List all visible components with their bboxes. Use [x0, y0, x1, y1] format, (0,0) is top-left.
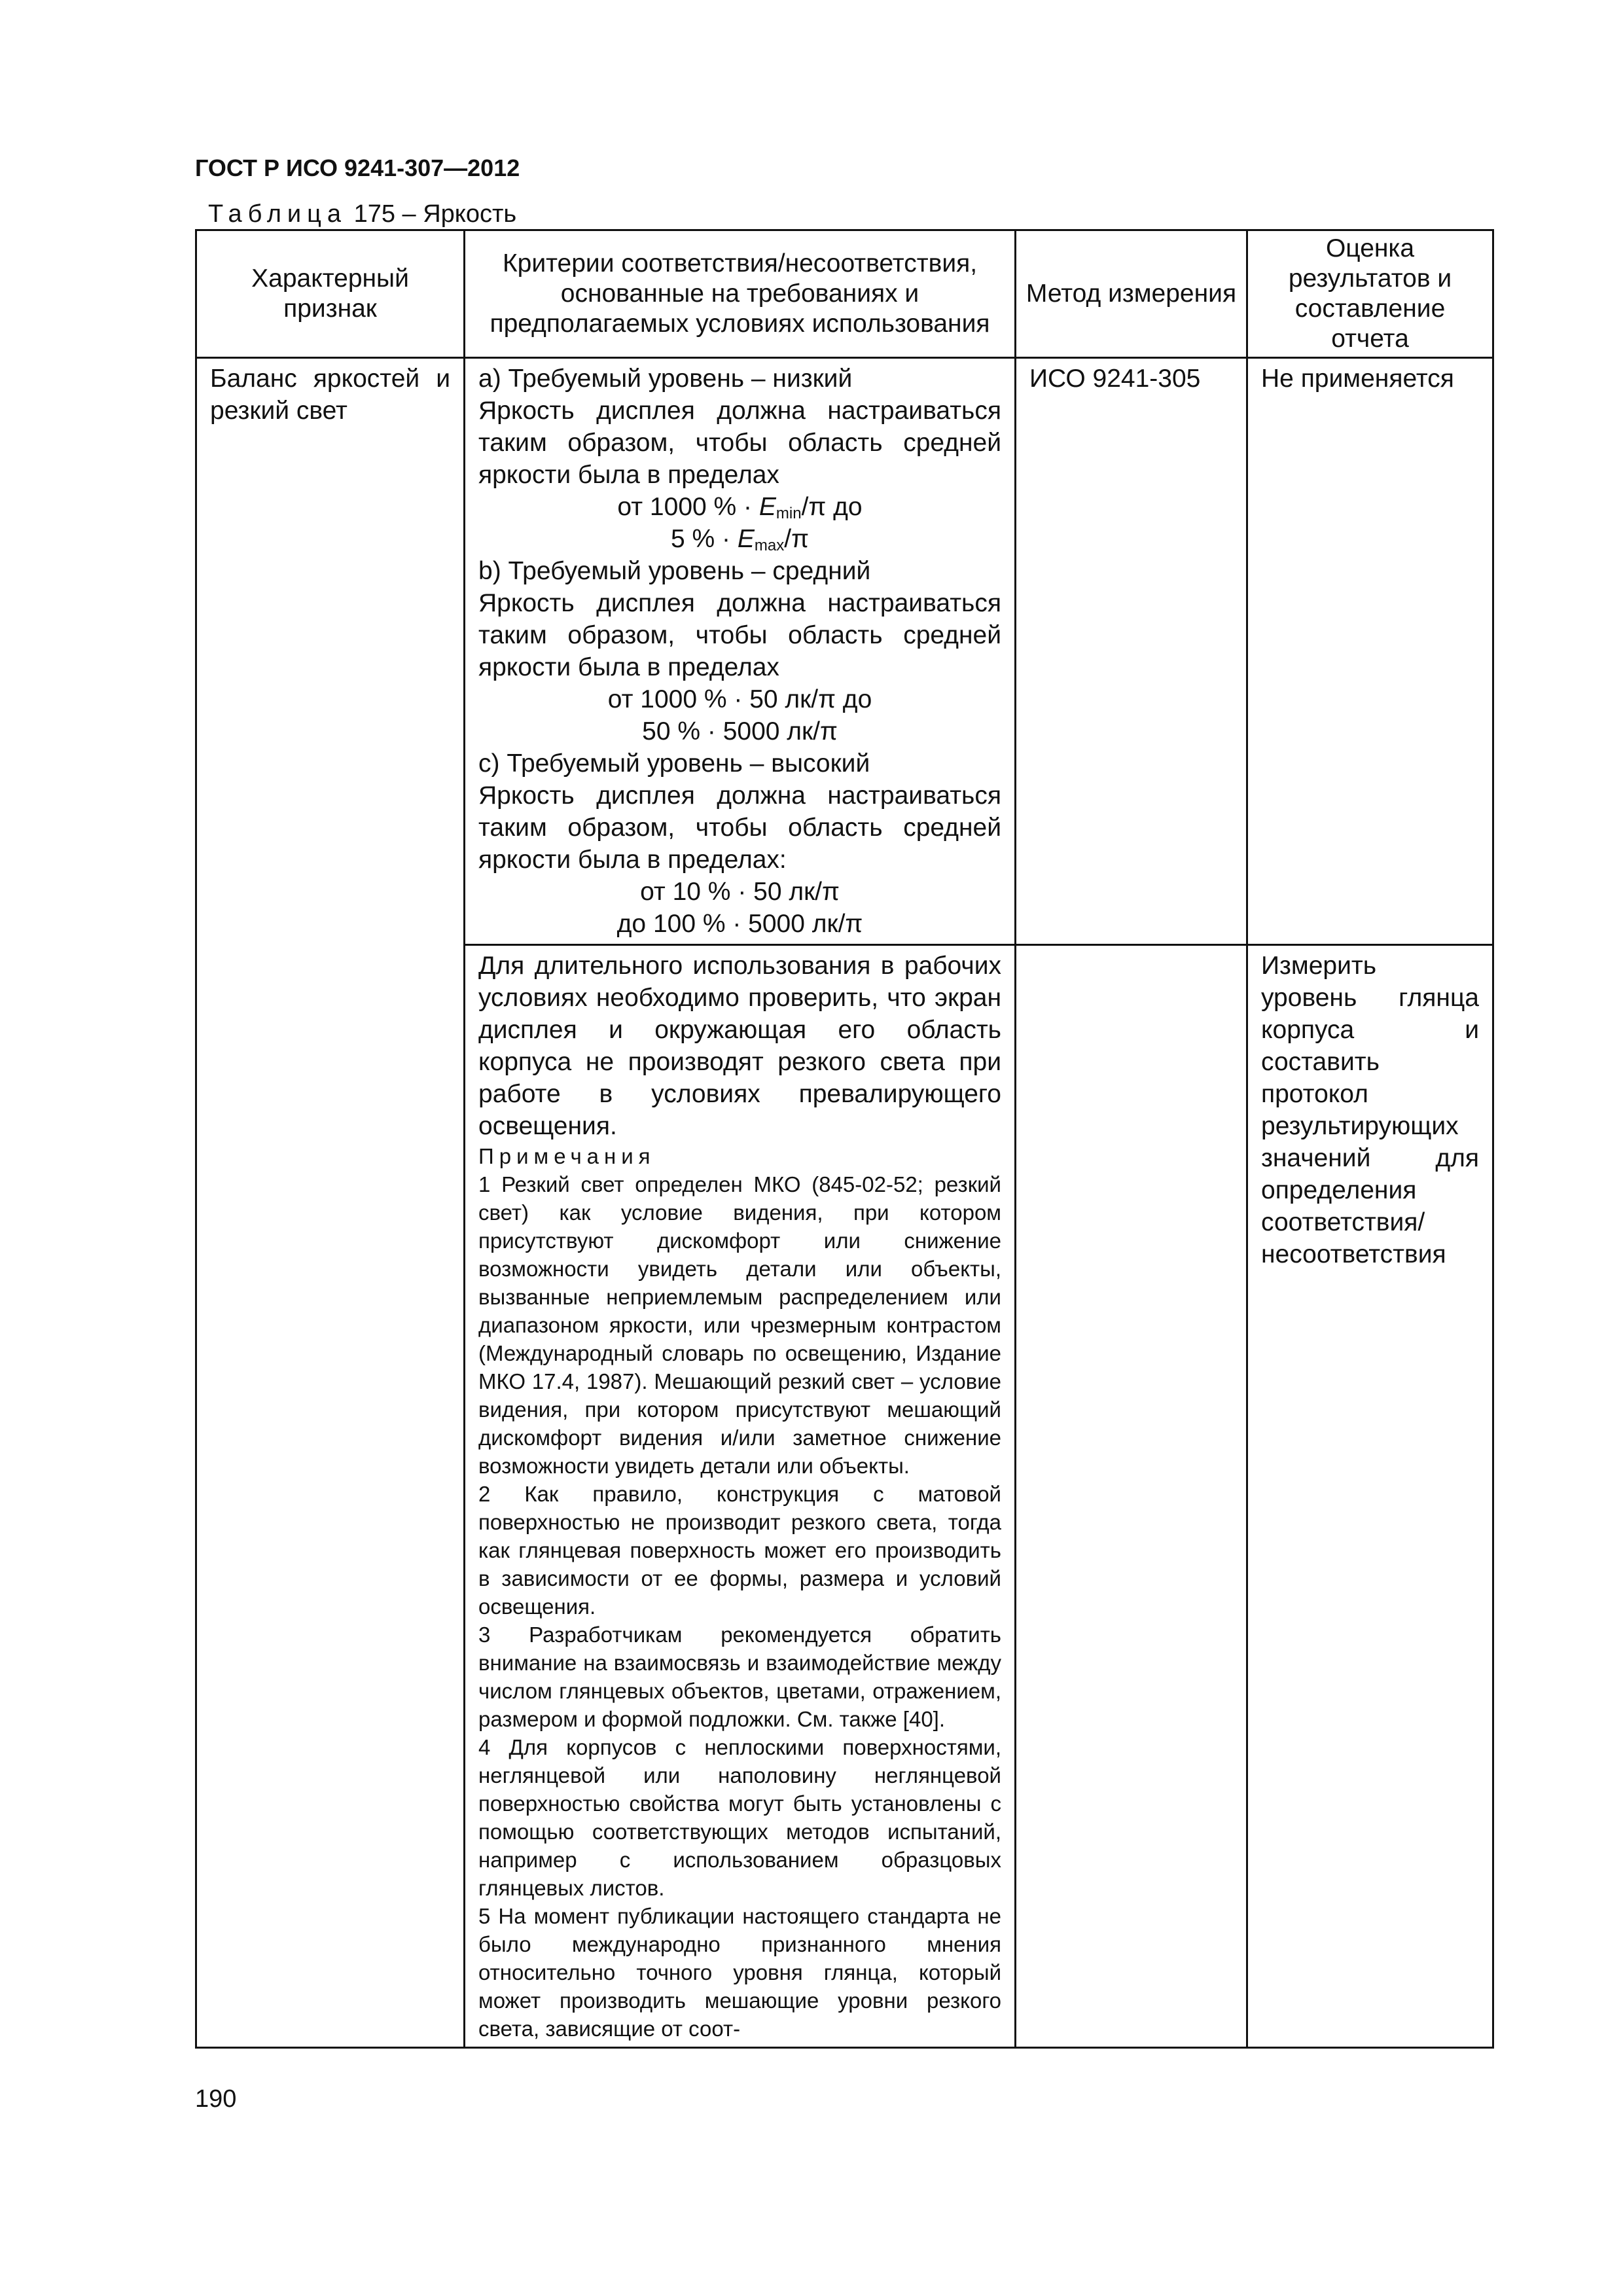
note-5: 5 На момент публикации настоящего стандарта не было международно признанного мнения относительно точного уровня глянца, который может производить мешающие уровни резкого света, зависящие от соот- [478, 1904, 1001, 2041]
assessment-cell: Не применяется [1247, 358, 1493, 945]
note-3: 3 Разработчикам рекомендуется обратить внимание на взаимосвязь и взаимодействие между числом глянцевых объектов, цветами, отражением, размером и формой подложки. См. также [40]. [478, 1623, 1001, 1731]
formula-subscript: min [776, 505, 802, 522]
level-b-title: b) Требуемый уровень – средний [478, 557, 871, 585]
criteria-cell [465, 358, 1016, 945]
table-row [196, 358, 1493, 945]
formula-prefix: 5 % · [671, 525, 738, 553]
formula-suffix: /π до [801, 493, 863, 521]
note-1: 1 Резкий свет определен МКО (845-02-52; резкий свет) как условие видения, при котором присутствуют дискомфорт или снижение возможности увидеть детали или объекты, вызванные неприемлемым распределением или диапазоном яркости, или чрезмерным контрастом (Международный словарь по освещению, Издание МКО 17.4, 1987). Мешающий резкий свет – условие видения, при котором присутствуют мешающий дискомфорт видения и/или заметное снижение возможности увидеть детали или объекты. [478, 1172, 1001, 1478]
level-a-title: a) Требуемый уровень – низкий [478, 365, 853, 393]
column-header-criteria: Критерии соответствия/несоответствия, основанные на требованиях и предполагаемых условиях использования [465, 230, 1016, 358]
method-cell [1016, 945, 1247, 2048]
table-caption-label: Таблица [208, 200, 347, 228]
column-header-method: Метод измерения [1016, 230, 1247, 358]
brightness-table [195, 229, 1494, 2049]
feature-cell: Баланс яркостей и резкий свет [196, 358, 465, 2048]
table-caption [208, 200, 516, 228]
note-2: 2 Как правило, конструкция с матовой поверхностью не производит резкого света, тогда как глянцевая поверхность может его производить в зависимости от ее формы, размера и условий освещения. [478, 1482, 1001, 1619]
level-a-formula-1 [478, 491, 1001, 523]
formula-symbol: E [758, 493, 776, 521]
criteria-cell [465, 945, 1016, 2048]
notes-title: Примечания [478, 1144, 656, 1168]
page-number: 190 [195, 2085, 237, 2113]
level-c-title: c) Требуемый уровень – высокий [478, 749, 870, 778]
table-caption-text: 175 – Яркость [353, 200, 517, 228]
level-b-formula-2: 50 % · 5000 лк/π [642, 717, 838, 745]
table-header-row [196, 230, 1493, 358]
level-a-text: Яркость дисплея должна настраиваться таким образом, чтобы область средней яркости была в пределах [478, 397, 1001, 489]
formula-prefix: от 1000 % · [617, 493, 759, 521]
level-b-formula-1: от 1000 % · 50 лк/π до [607, 685, 872, 713]
level-b-text: Яркость дисплея должна настраиваться таким образом, чтобы область средней яркости была в пределах [478, 589, 1001, 681]
formula-suffix: /π [784, 525, 809, 553]
level-c-text: Яркость дисплея должна настраиваться таким образом, чтобы область средней яркости была в пределах: [478, 781, 1001, 874]
document-header: ГОСТ Р ИСО 9241-307—2012 [195, 154, 520, 181]
level-c-formula-2: до 100 % · 5000 лк/π [616, 910, 863, 938]
note-4: 4 Для корпусов с неплоскими поверхностями, неглянцевой или наполовину неглянцевой поверхностью свойства могут быть установлены с помощью соответствующих методов испытаний, например с использованием образцовых глянцевых листов. [478, 1735, 1001, 1900]
glare-requirement-text: Для длительного использования в рабочих условиях необходимо проверить, что экран дисплея и окружающая его область корпуса не производят резкого света при работе в условиях превалирующего освещения. [478, 952, 1001, 1140]
column-header-assessment: Оценка результатов и составление отчета [1247, 230, 1493, 358]
assessment-cell: Измерить уровень глянца корпуса и составить протокол результирующих значений для определения соответствия/несоответствия [1247, 945, 1493, 2048]
formula-symbol: E [737, 525, 755, 553]
level-a-formula-2 [478, 523, 1001, 555]
level-c-formula-1: от 10 % · 50 лк/π [640, 878, 840, 906]
formula-subscript: max [754, 537, 785, 554]
method-cell: ИСО 9241-305 [1016, 358, 1247, 945]
column-header-feature: Характерный признак [196, 230, 465, 358]
